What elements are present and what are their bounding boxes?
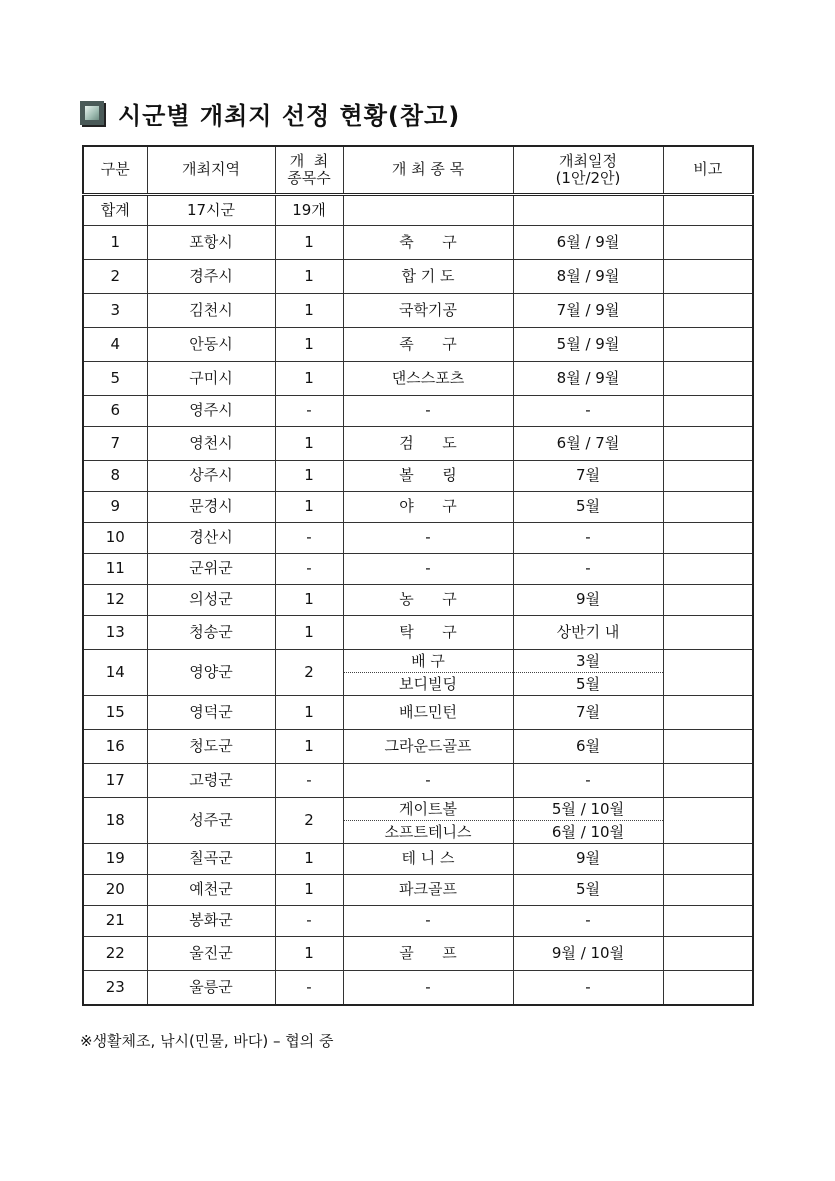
row-events — [343, 226, 513, 260]
row-number: 6 — [83, 396, 147, 427]
schedule-item: - — [585, 977, 591, 996]
row-schedule — [513, 875, 663, 906]
row-number: 21 — [83, 906, 147, 937]
row-note — [663, 696, 753, 730]
row-number: 20 — [83, 875, 147, 906]
row-number: 22 — [83, 937, 147, 971]
schedule-item: 5월 / 9월 — [556, 334, 620, 353]
row-note — [663, 328, 753, 362]
row-event-count: - — [275, 971, 343, 1006]
row-events — [343, 427, 513, 461]
row-region: 청도군 — [147, 730, 275, 764]
row-region: 울진군 — [147, 937, 275, 971]
row-schedule — [513, 427, 663, 461]
row-event-count: 2 — [275, 798, 343, 844]
row-event-count: 1 — [275, 844, 343, 875]
row-events — [343, 554, 513, 585]
event-item: - — [425, 528, 431, 547]
row-region: 경산시 — [147, 523, 275, 554]
event-item: 축 구 — [399, 232, 457, 251]
table-row — [83, 260, 753, 294]
row-region: 영주시 — [147, 396, 275, 427]
row-schedule — [513, 764, 663, 798]
row-region: 구미시 — [147, 362, 275, 396]
row-schedule — [513, 226, 663, 260]
table-row — [83, 585, 753, 616]
venue-selection-table — [82, 145, 754, 1006]
row-schedule — [513, 328, 663, 362]
row-events — [343, 798, 513, 844]
row-region: 경주시 — [147, 260, 275, 294]
row-event-count: 1 — [275, 362, 343, 396]
event-item: 농 구 — [399, 590, 457, 609]
schedule-item: - — [585, 401, 591, 420]
row-event-count: 1 — [275, 585, 343, 616]
row-event-count: - — [275, 906, 343, 937]
row-number: 17 — [83, 764, 147, 798]
table-row — [83, 492, 753, 523]
total-events — [343, 195, 513, 226]
row-note — [663, 260, 753, 294]
table-header-row — [83, 146, 753, 195]
table-row — [83, 461, 753, 492]
row-schedule — [513, 362, 663, 396]
header-note: 비고 — [663, 146, 753, 195]
row-schedule — [513, 650, 663, 696]
row-events — [343, 730, 513, 764]
row-schedule — [513, 585, 663, 616]
schedule-item: 6월 / 7월 — [556, 433, 620, 452]
row-schedule — [513, 730, 663, 764]
row-number: 3 — [83, 294, 147, 328]
table-row — [83, 362, 753, 396]
row-event-count: - — [275, 764, 343, 798]
row-region: 봉화군 — [147, 906, 275, 937]
row-number: 12 — [83, 585, 147, 616]
row-note — [663, 461, 753, 492]
row-number: 7 — [83, 427, 147, 461]
row-number: 14 — [83, 650, 147, 696]
total-label: 합계 — [83, 195, 147, 226]
event-item: 게이트볼 — [344, 798, 513, 821]
schedule-item: - — [585, 770, 591, 789]
row-events — [343, 616, 513, 650]
row-region: 울릉군 — [147, 971, 275, 1006]
event-item: 국학기공 — [399, 300, 457, 319]
row-number: 2 — [83, 260, 147, 294]
row-events — [343, 585, 513, 616]
event-item: 족 구 — [399, 334, 457, 353]
schedule-item: 5월 / 10월 — [514, 798, 663, 821]
table-row — [83, 875, 753, 906]
row-note — [663, 616, 753, 650]
row-note — [663, 226, 753, 260]
row-events — [343, 764, 513, 798]
row-note — [663, 492, 753, 523]
row-note — [663, 937, 753, 971]
row-event-count: 1 — [275, 427, 343, 461]
row-note — [663, 554, 753, 585]
row-region: 김천시 — [147, 294, 275, 328]
schedule-item: 6월 / 9월 — [556, 232, 620, 251]
total-note — [663, 195, 753, 226]
header-events: 개 최 종 목 — [343, 146, 513, 195]
schedule-item: - — [585, 528, 591, 547]
row-number: 13 — [83, 616, 147, 650]
row-schedule — [513, 696, 663, 730]
row-note — [663, 650, 753, 696]
schedule-item: 5월 — [575, 675, 601, 693]
row-events — [343, 461, 513, 492]
row-events — [343, 396, 513, 427]
schedule-item: 9월 — [575, 849, 601, 868]
row-events — [343, 906, 513, 937]
event-item: 보디빌딩 — [399, 675, 457, 693]
row-region: 예천군 — [147, 875, 275, 906]
row-number: 16 — [83, 730, 147, 764]
row-number: 1 — [83, 226, 147, 260]
row-schedule — [513, 906, 663, 937]
row-note — [663, 585, 753, 616]
footnote: ※생활체조, 낚시(민물, 바다) – 협의 중 — [80, 1032, 334, 1050]
event-item: 합 기 도 — [401, 266, 455, 285]
table-row — [83, 396, 753, 427]
table-row — [83, 844, 753, 875]
row-region: 청송군 — [147, 616, 275, 650]
row-note — [663, 844, 753, 875]
table-row — [83, 328, 753, 362]
row-region: 성주군 — [147, 798, 275, 844]
row-events — [343, 971, 513, 1006]
row-region: 문경시 — [147, 492, 275, 523]
table-row — [83, 427, 753, 461]
table-row — [83, 616, 753, 650]
row-event-count: 1 — [275, 875, 343, 906]
row-event-count: 1 — [275, 260, 343, 294]
event-item: 그라운드골프 — [384, 736, 472, 755]
header-schedule — [513, 146, 663, 195]
row-schedule — [513, 523, 663, 554]
row-schedule — [513, 971, 663, 1006]
schedule-item: 7월 / 9월 — [556, 300, 620, 319]
event-item: 테 니 스 — [401, 849, 455, 868]
row-note — [663, 798, 753, 844]
table-row — [83, 294, 753, 328]
row-events — [343, 328, 513, 362]
row-event-count: 1 — [275, 328, 343, 362]
square-bullet-icon — [80, 101, 104, 125]
row-number: 11 — [83, 554, 147, 585]
row-number: 4 — [83, 328, 147, 362]
row-event-count: 1 — [275, 616, 343, 650]
row-events — [343, 492, 513, 523]
schedule-item: 8월 / 9월 — [556, 368, 620, 387]
row-event-count: - — [275, 554, 343, 585]
event-item: 배 구 — [344, 650, 513, 673]
table-row — [83, 730, 753, 764]
row-schedule — [513, 461, 663, 492]
event-item: 볼 링 — [399, 466, 457, 485]
event-item: 소프트테니스 — [384, 823, 472, 841]
header-gubun: 구분 — [83, 146, 147, 195]
total-count: 19개 — [275, 195, 343, 226]
row-note — [663, 875, 753, 906]
row-note — [663, 764, 753, 798]
row-note — [663, 523, 753, 554]
header-schedule-line1: 개최일정 — [559, 151, 617, 170]
row-event-count: 1 — [275, 937, 343, 971]
event-item: 파크골프 — [399, 880, 457, 899]
page-title: 시군별 개최지 선정 현황(참고) — [118, 101, 461, 130]
row-number: 18 — [83, 798, 147, 844]
row-schedule — [513, 798, 663, 844]
schedule-item: 상반기 내 — [556, 622, 620, 641]
total-row — [83, 195, 753, 226]
row-schedule — [513, 554, 663, 585]
schedule-item: 6월 — [575, 736, 601, 755]
row-region: 영양군 — [147, 650, 275, 696]
row-note — [663, 906, 753, 937]
event-item: - — [425, 911, 431, 930]
header-count — [275, 146, 343, 195]
table-row — [83, 937, 753, 971]
row-note — [663, 294, 753, 328]
row-events — [343, 937, 513, 971]
row-event-count: 2 — [275, 650, 343, 696]
header-count-line1: 개 최 — [289, 151, 329, 170]
table-row — [83, 226, 753, 260]
row-region: 영천시 — [147, 427, 275, 461]
row-events — [343, 650, 513, 696]
event-item: 탁 구 — [399, 622, 457, 641]
row-number: 10 — [83, 523, 147, 554]
table-row — [83, 650, 753, 696]
event-item: - — [425, 770, 431, 789]
row-event-count: 1 — [275, 492, 343, 523]
row-region: 고령군 — [147, 764, 275, 798]
row-event-count: - — [275, 523, 343, 554]
schedule-item: 9월 — [575, 590, 601, 609]
event-item: - — [425, 401, 431, 420]
row-schedule — [513, 396, 663, 427]
event-item: - — [425, 977, 431, 996]
header-schedule-line2: (1안/2안) — [555, 169, 621, 187]
row-region: 의성군 — [147, 585, 275, 616]
row-region: 포항시 — [147, 226, 275, 260]
row-number: 5 — [83, 362, 147, 396]
row-note — [663, 427, 753, 461]
row-schedule — [513, 294, 663, 328]
row-events — [343, 696, 513, 730]
row-event-count: 1 — [275, 696, 343, 730]
row-event-count: 1 — [275, 294, 343, 328]
table-row — [83, 523, 753, 554]
schedule-item: 9월 / 10월 — [551, 943, 625, 962]
row-schedule — [513, 260, 663, 294]
event-item: 배드민턴 — [399, 702, 457, 721]
page-title-block — [80, 96, 460, 130]
row-events — [343, 844, 513, 875]
event-item: 골 프 — [399, 943, 457, 962]
row-note — [663, 362, 753, 396]
row-number: 15 — [83, 696, 147, 730]
row-events — [343, 362, 513, 396]
schedule-item: 3월 — [514, 650, 663, 673]
table-row — [83, 798, 753, 844]
row-number: 8 — [83, 461, 147, 492]
schedule-item: 6월 / 10월 — [551, 823, 625, 841]
row-events — [343, 875, 513, 906]
event-item: 야 구 — [399, 497, 457, 516]
row-events — [343, 294, 513, 328]
row-note — [663, 730, 753, 764]
row-schedule — [513, 937, 663, 971]
row-events — [343, 523, 513, 554]
row-region: 군위군 — [147, 554, 275, 585]
row-schedule — [513, 616, 663, 650]
total-region: 17시군 — [147, 195, 275, 226]
header-region: 개최지역 — [147, 146, 275, 195]
row-number: 19 — [83, 844, 147, 875]
event-item: - — [425, 559, 431, 578]
schedule-item: 7월 — [575, 702, 601, 721]
total-schedule — [513, 195, 663, 226]
schedule-item: 8월 / 9월 — [556, 266, 620, 285]
schedule-item: - — [585, 559, 591, 578]
row-schedule — [513, 844, 663, 875]
row-note — [663, 396, 753, 427]
row-number: 23 — [83, 971, 147, 1006]
event-item: 검 도 — [399, 433, 457, 452]
row-event-count: 1 — [275, 461, 343, 492]
row-events — [343, 260, 513, 294]
table-row — [83, 764, 753, 798]
header-count-line2: 종목수 — [287, 169, 331, 187]
schedule-item: 5월 — [575, 880, 601, 899]
table-row — [83, 696, 753, 730]
row-note — [663, 971, 753, 1006]
row-event-count: - — [275, 396, 343, 427]
table-row — [83, 906, 753, 937]
event-item: 댄스스포츠 — [391, 368, 465, 387]
table-row — [83, 554, 753, 585]
table-row — [83, 971, 753, 1006]
row-region: 칠곡군 — [147, 844, 275, 875]
row-event-count: 1 — [275, 226, 343, 260]
schedule-item: 7월 — [575, 466, 601, 485]
row-number: 9 — [83, 492, 147, 523]
row-region: 영덕군 — [147, 696, 275, 730]
schedule-item: - — [585, 911, 591, 930]
schedule-item: 5월 — [575, 497, 601, 516]
row-schedule — [513, 492, 663, 523]
row-region: 상주시 — [147, 461, 275, 492]
row-event-count: 1 — [275, 730, 343, 764]
row-region: 안동시 — [147, 328, 275, 362]
